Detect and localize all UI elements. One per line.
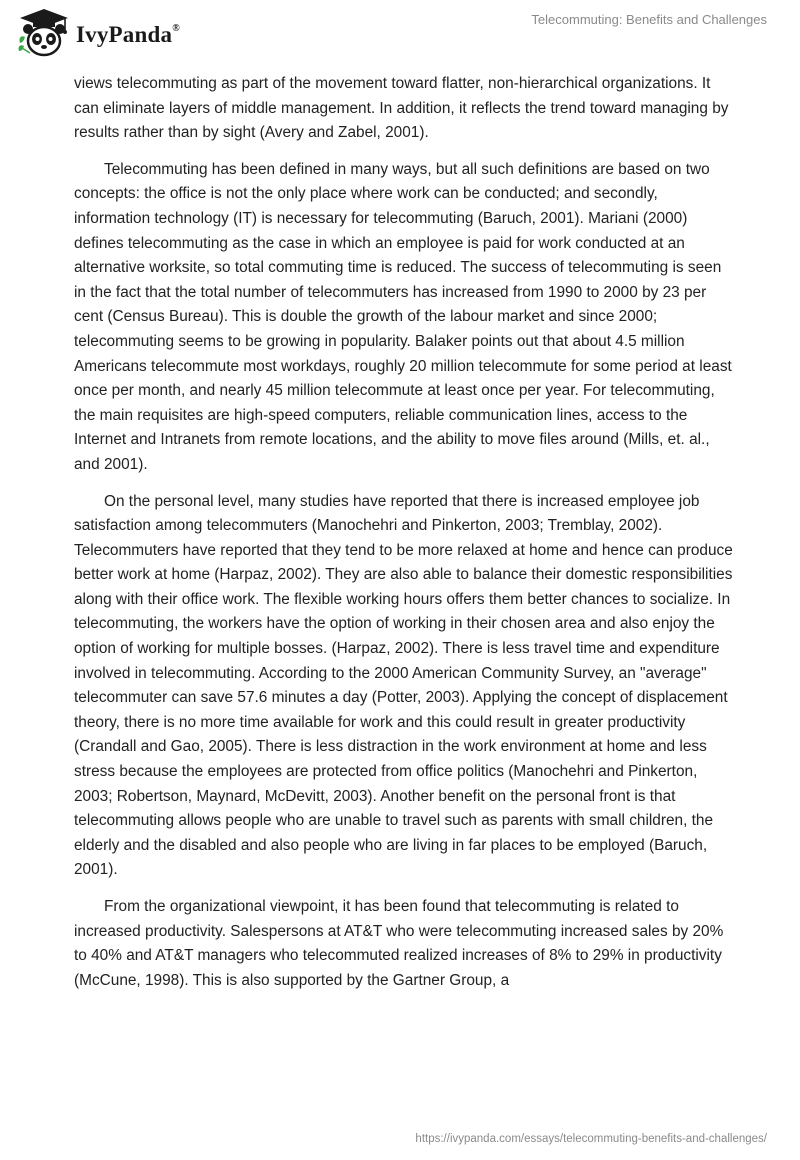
registered-mark: ®: [172, 23, 180, 35]
ivypanda-logo[interactable]: [16, 7, 216, 59]
panda-graduate-icon: [16, 7, 72, 59]
page-title: Telecommuting: Benefits and Challenges: [531, 12, 767, 27]
paragraph-3: On the personal level, many studies have reported that there is increased employee job satisfaction among telecommuters (Manochehri and Pinkerton, 2003; Tremblay, 2002). Telecommuters have reported that they tend to be more relaxed at home and hence can produce better work at home (Harpaz, 2002). They are also able to balance their domestic responsibilities along with their office work. The flexible working hours offers them better chances to socialize. In telecommuting, the workers have the option of working in their chosen area and also enjoy the option of working for multiple bosses. (Harpaz, 2002). There is less travel time and expenditure involved in telecommuting. According to the 2000 American Community Survey, an "average" telecommuter can save 57.6 minutes a day (Potter, 2003). Applying the concept of displacement theory, there is no more time available for work and this could result in greater productivity (Crandall and Gao, 2005). There is less distraction in the work environment at home and less stress because the employees are protected from office politics (Manochehri and Pinkerton, 2003; Robertson, Maynard, McDevitt, 2003). Another benefit on the personal front is that telecommuting allows people who are unable to travel such as parents with small children, the elderly and the disabled and also people who are living in far places to be employed (Baruch, 2001).: [74, 492, 733, 879]
logo-wordmark: IvyPanda®: [76, 22, 180, 47]
source-url-link[interactable]: https://ivypanda.com/essays/telecommuting-benefits-and-challenges/: [415, 1133, 767, 1145]
paragraph-4: From the organizational viewpoint, it has been found that telecommuting is related to increased productivity. Salespersons at AT&T who were telecommuting increased sales by 20% to 40% and AT&T managers who telecommuted realized increases of 8% to 29% in productivity (McCune, 1998). This is also supported by the Gartner Group, a: [74, 898, 724, 989]
essay-body: [74, 72, 734, 1005]
page-header: [0, 0, 800, 70]
paragraph-1: views telecommuting as part of the movement toward flatter, non-hierarchical organizations. It can eliminate layers of middle management. In addition, it reflects the trend toward managing by results rather than by sight (Avery and Zabel, 2001).: [74, 75, 729, 142]
paragraph-2: Telecommuting has been defined in many ways, but all such definitions are based on two concepts: the office is not the only place where work can be conducted; and secondly, information technology (IT) is necessary for telecommuting (Baruch, 2001). Mariani (2000) defines telecommuting as the case in which an employee is paid for work conducted at an alternative worksite, so total commuting time is reduced. The success of telecommuting is seen in the fact that the total number of telecommuters has increased from 1990 to 2000 by 23 per cent (Census Bureau). This is double the growth of the labour market and since 2000; telecommuting seems to be growing in popularity. Balaker points out that about 4.5 million Americans telecommute most workdays, roughly 20 million telecommute for some period at least once per month, and nearly 45 million telecommute at least once per year. For telecommuting, the main requisites are high-speed computers, reliable communication lines, access to the Internet and Intranets from remote locations, and the ability to move files around (Mills, et. al., and 2001).: [74, 160, 732, 473]
